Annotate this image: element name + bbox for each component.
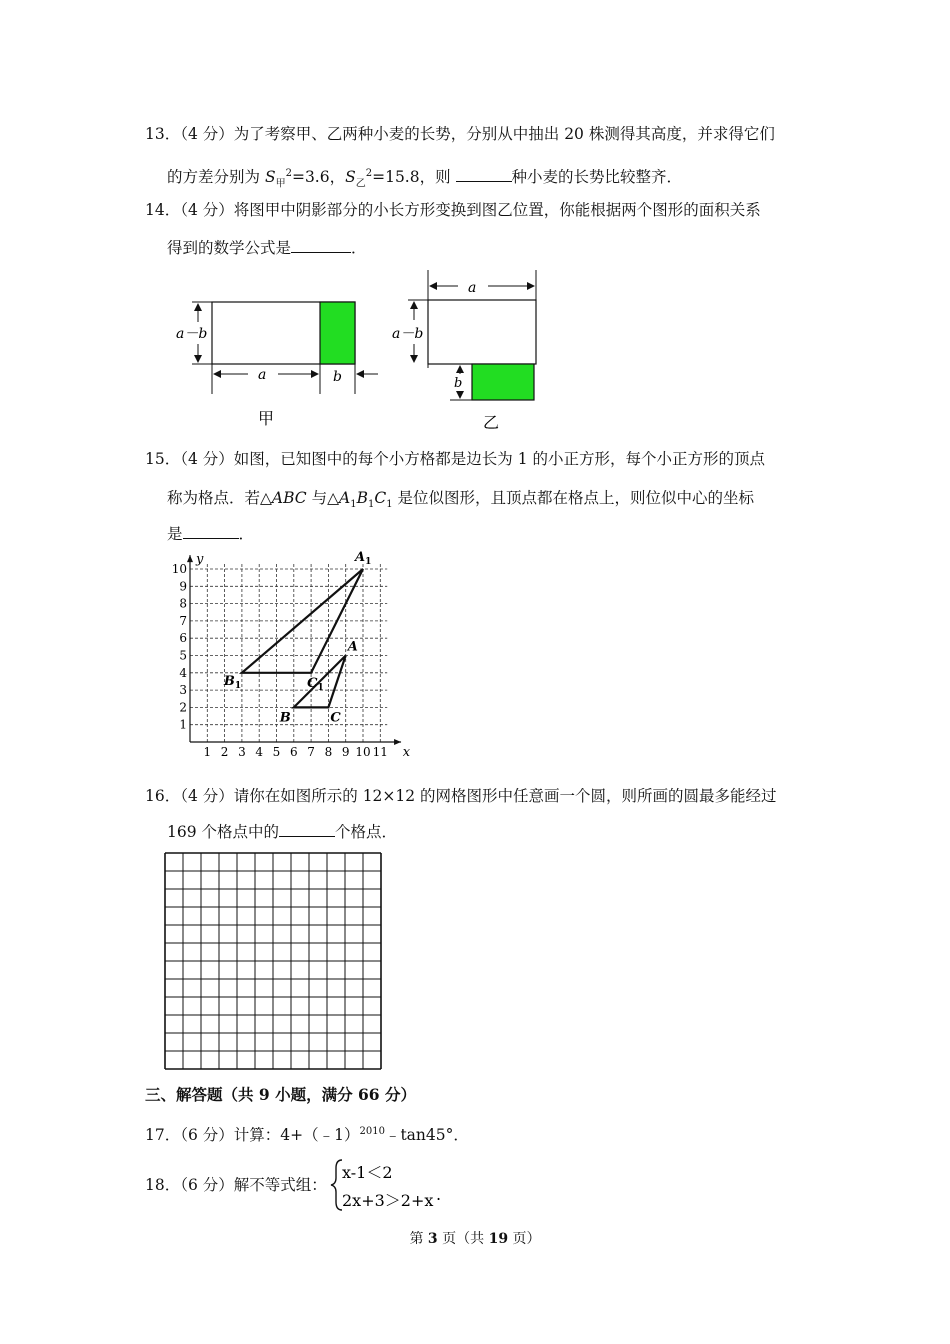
q15-abc: ABC bbox=[271, 489, 307, 507]
y-tick-label: 5 bbox=[179, 648, 187, 663]
q13-sub-jia: 甲 bbox=[275, 178, 286, 190]
y-tick-label: 8 bbox=[179, 596, 187, 611]
x-tick-label: 2 bbox=[220, 745, 229, 759]
q16-line2-pre: 169 个格点中的 bbox=[167, 823, 280, 841]
footer-total-pages: 19 bbox=[488, 1231, 509, 1247]
q14-line2-text: 得到的数学公式是 bbox=[167, 239, 292, 257]
q15-line3 bbox=[167, 524, 254, 544]
footer-pre: 第 bbox=[409, 1231, 428, 1247]
fig-jia-caption: 甲 bbox=[258, 409, 275, 428]
q16-line2-post: 个格点． bbox=[335, 823, 398, 841]
x-tick-label: 10 bbox=[355, 745, 371, 759]
x-axis-label: x bbox=[402, 745, 411, 760]
q17-line bbox=[145, 1122, 469, 1145]
q13-value2: =15.8，则 bbox=[372, 168, 451, 187]
q13-line2 bbox=[167, 164, 682, 194]
q13-sq1: 2 bbox=[285, 168, 292, 179]
q14-figure-yi bbox=[388, 268, 548, 434]
y-axis-label: y bbox=[196, 551, 204, 567]
x-tick-label: 4 bbox=[255, 745, 264, 759]
q13-pre: 的方差分别为 bbox=[167, 168, 261, 187]
q15-end: ． bbox=[238, 525, 255, 543]
q15-labels bbox=[223, 550, 371, 725]
point-label-B: B bbox=[279, 710, 291, 726]
point-label-C1: $C_1$ bbox=[307, 675, 324, 693]
y-tick-label: 6 bbox=[179, 631, 187, 646]
q15-mid: 与△ bbox=[306, 489, 340, 507]
x-axis-arrow bbox=[394, 739, 401, 745]
y-tick-label: 9 bbox=[179, 579, 187, 594]
jia-shaded-rect bbox=[320, 302, 355, 364]
q15-coordinate-graph bbox=[160, 550, 420, 768]
q15-line2-post: 是位似图形，且顶点都在格点上，则位似中心的坐标 bbox=[392, 489, 755, 507]
jia-label-a: a bbox=[258, 367, 267, 383]
q17-post: ﹣tan45°． bbox=[384, 1126, 469, 1145]
q14-line1: 14．（4 分）将图甲中阴影部分的小长方形变换到图乙位置，你能根据两个图形的面积关系 bbox=[145, 201, 761, 219]
jia-label-b: b bbox=[333, 369, 342, 385]
y-axis-arrow bbox=[187, 555, 193, 562]
q14-answer-blank[interactable] bbox=[291, 238, 351, 253]
q16-12x12-grid bbox=[164, 852, 382, 1070]
y-tick-label: 10 bbox=[171, 562, 187, 576]
q18-line bbox=[145, 1175, 327, 1195]
q13-answer-blank[interactable] bbox=[456, 167, 512, 182]
q18-ineq1: x-1＜2 bbox=[342, 1163, 393, 1182]
q15-sub-b1: 1 bbox=[367, 499, 375, 511]
y-tick-label: 3 bbox=[179, 683, 187, 698]
q15-line3-text: 是 bbox=[167, 525, 183, 543]
yi-rect bbox=[428, 300, 536, 364]
yi-label-a: a bbox=[468, 280, 477, 296]
x-tick-label: 6 bbox=[289, 745, 298, 759]
point-label-B1: $B_1$ bbox=[223, 673, 242, 691]
q18-ineq2: 2x+3＞2+x bbox=[342, 1191, 434, 1210]
x-tick-label: 1 bbox=[203, 745, 212, 759]
point-label-A1: $A_1$ bbox=[355, 550, 372, 567]
q18-inequality-system bbox=[330, 1156, 450, 1214]
q15-line1: 15．（4 分）如图，已知图中的每个小方格都是边长为 1 的小正方形，每个小正方形的顶点 bbox=[145, 450, 765, 468]
q15-c1: C bbox=[374, 489, 387, 507]
point-label-C: C bbox=[330, 710, 341, 726]
q18-pre: 18．（6 分）解不等式组： bbox=[145, 1176, 327, 1194]
q13-s1: S bbox=[264, 168, 276, 187]
jia-label-amb: a－b bbox=[176, 326, 208, 342]
footer-post: 页） bbox=[508, 1231, 541, 1247]
q17-exponent: 2010 bbox=[359, 1126, 385, 1137]
x-tick-label: 11 bbox=[372, 745, 388, 759]
q13-s2: S bbox=[345, 168, 356, 187]
q16-answer-blank[interactable] bbox=[279, 822, 335, 837]
q13-value1: =3.6， bbox=[291, 168, 346, 187]
yi-label-b: b bbox=[454, 376, 463, 391]
q14-line2 bbox=[167, 238, 367, 258]
q13-line1: 13．（4 分）为了考察甲、乙两种小麦的长势，分别从中抽出 20 株测得其高度，并求得它们 bbox=[145, 125, 775, 143]
yi-label-amb: a－b bbox=[392, 326, 424, 342]
y-tick-label: 4 bbox=[179, 665, 187, 680]
q14-end: ． bbox=[351, 239, 367, 257]
footer-mid: 页（共 bbox=[437, 1231, 489, 1247]
q15-b1: B bbox=[356, 489, 368, 507]
y-tick-label: 2 bbox=[179, 700, 187, 715]
page-footer bbox=[0, 1228, 950, 1248]
q13-post: 种小麦的长势比较整齐． bbox=[511, 168, 683, 187]
q15-sub-c1: 1 bbox=[386, 499, 393, 511]
triangle-ABC bbox=[294, 656, 346, 708]
y-tick-label: 7 bbox=[179, 613, 187, 628]
footer-page-number: 3 bbox=[427, 1231, 438, 1247]
q17-pre: 17．（6 分）计算：4+（﹣1） bbox=[145, 1126, 360, 1145]
q14-figure-jia bbox=[170, 292, 390, 432]
x-tick-label: 5 bbox=[272, 745, 281, 759]
q15-line2 bbox=[167, 488, 754, 515]
q16-line1: 16．（4 分）请你在如图所示的 12×12 的网格图形中任意画一个圆，则所画的圆最多能经过 bbox=[145, 787, 777, 805]
section3-heading: 三、解答题（共 9 小题，满分 66 分） bbox=[145, 1085, 416, 1104]
q13-sq2: 2 bbox=[365, 168, 373, 179]
x-tick-label: 8 bbox=[324, 745, 333, 759]
yi-shaded-rect bbox=[472, 364, 534, 400]
x-tick-label: 9 bbox=[341, 745, 350, 759]
q13-sub-yi: 乙 bbox=[355, 178, 366, 190]
y-tick-label: 1 bbox=[179, 717, 187, 732]
q16-line2 bbox=[167, 822, 397, 842]
q15-sub-a1: 1 bbox=[350, 499, 357, 511]
q15-a1: A bbox=[339, 489, 351, 507]
x-tick-label: 3 bbox=[238, 745, 246, 759]
q18-brace bbox=[331, 1160, 342, 1210]
q15-answer-blank[interactable] bbox=[183, 524, 239, 539]
q15-line2-pre: 称为格点．若△ bbox=[167, 489, 272, 507]
q18-end: . bbox=[436, 1185, 442, 1204]
point-label-A: A bbox=[347, 639, 358, 655]
fig-yi-caption: 乙 bbox=[483, 413, 500, 432]
x-tick-label: 7 bbox=[307, 745, 315, 759]
